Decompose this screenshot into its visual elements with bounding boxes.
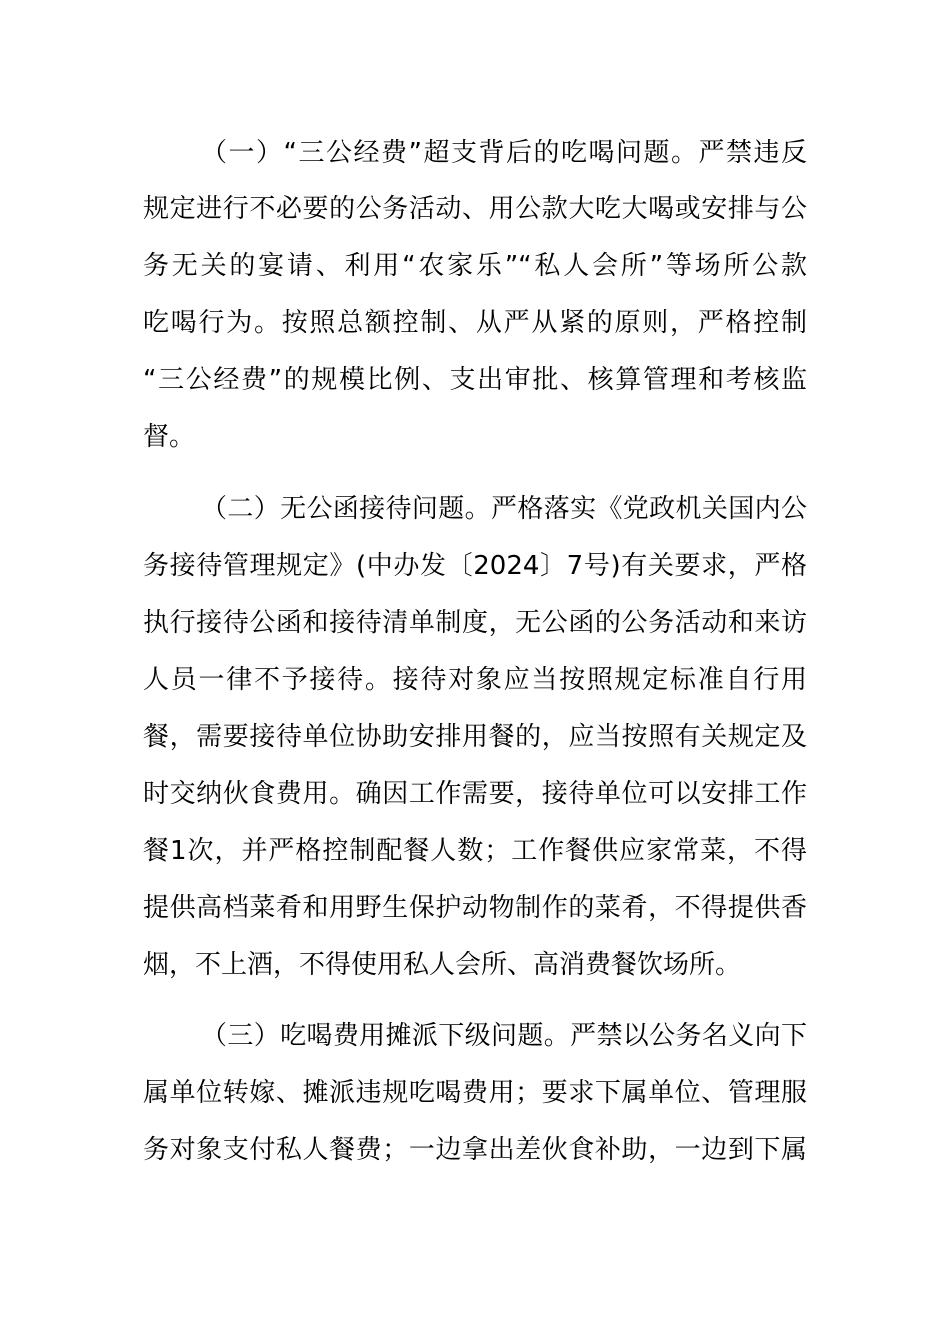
paragraph-1-line-2: 规定进行不必要的公务活动、用公款大吃大喝或安排与公: [143, 194, 807, 224]
paragraph-1-line-5: “三公经费”的规模比例、支出审批、核算管理和考核监: [143, 365, 807, 395]
paragraph-1-line-4: 吃喝行为。按照总额控制、从严从紧的原则，严格控制: [143, 308, 807, 338]
paragraph-2-line-2: 务接待管理规定》(中办发〔2024〕7号)有关要求，严格: [143, 551, 807, 581]
paragraph-2-line-3: 执行接待公函和接待清单制度，无公函的公务活动和来访: [143, 608, 807, 638]
paragraph-3-line-3: 务对象支付私人餐费；一边拿出差伙食补助，一边到下属: [143, 1135, 807, 1165]
paragraph-2-line-9: 烟，不上酒，不得使用私人会所、高消费餐饮场所。: [143, 950, 742, 980]
paragraph-2-line-4: 人员一律不予接待。接待对象应当按照规定标准自行用: [143, 665, 807, 695]
paragraph-2-line-7: 餐1次，并严格控制配餐人数；工作餐供应家常菜，不得: [143, 836, 807, 866]
paragraph-2-line-6: 时交纳伙食费用。确因工作需要，接待单位可以安排工作: [143, 779, 807, 809]
paragraph-1-line-6: 督。: [143, 422, 196, 452]
paragraph-2-line-8: 提供高档菜肴和用野生保护动物制作的菜肴，不得提供香: [143, 893, 807, 923]
paragraph-2-line-1: （二）无公函接待问题。严格落实《党政机关国内公: [201, 494, 807, 524]
paragraph-3-line-1: （三）吃喝费用摊派下级问题。严禁以公务名义向下: [201, 1021, 807, 1051]
paragraph-1-line-1: （一）“三公经费”超支背后的吃喝问题。严禁违反: [201, 138, 807, 168]
paragraph-3-line-2: 属单位转嫁、摊派违规吃喝费用；要求下属单位、管理服: [143, 1078, 807, 1108]
paragraph-1-line-3: 务无关的宴请、利用“农家乐”“私人会所”等场所公款: [143, 251, 807, 281]
paragraph-2-line-5: 餐，需要接待单位协助安排用餐的，应当按照有关规定及: [143, 722, 807, 752]
